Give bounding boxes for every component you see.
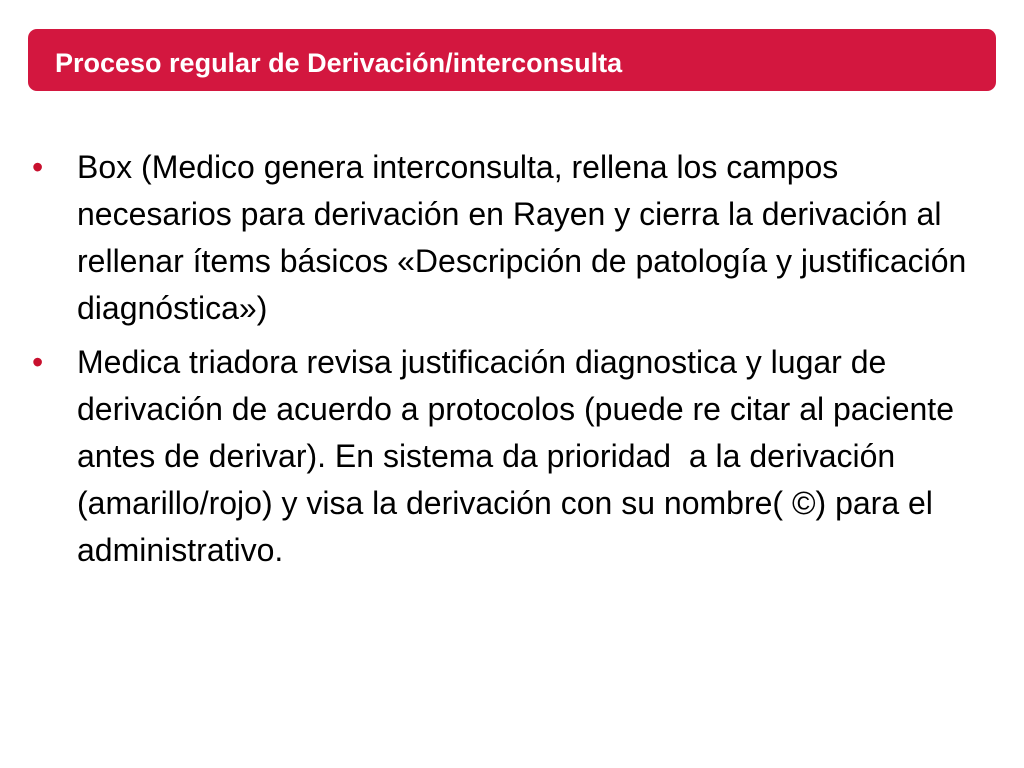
bullet-text: Box (Medico genera interconsulta, rellena los campos necesarios para derivación en Rayen y cierra la derivación al rellenar ítems básicos «Descripción de patología y justificación diagnóstica») bbox=[77, 149, 976, 326]
title-bar bbox=[28, 29, 996, 91]
bullet-marker: • bbox=[32, 149, 44, 185]
bullet-text: Medica triadora revisa justificación diagnostica y lugar de derivación de acuerdo a protocolos (puede re citar al paciente antes de derivar). En sistema da prioridad a la derivación (amarillo/rojo) y visa la derivación con su nombre( ©) para el administrativo. bbox=[77, 344, 963, 568]
bullet-item bbox=[30, 144, 990, 332]
bullet-marker: • bbox=[32, 344, 44, 380]
bullet-list bbox=[30, 144, 990, 581]
slide-title: Proceso regular de Derivación/interconsulta bbox=[55, 48, 623, 78]
bullet-item bbox=[30, 339, 990, 574]
